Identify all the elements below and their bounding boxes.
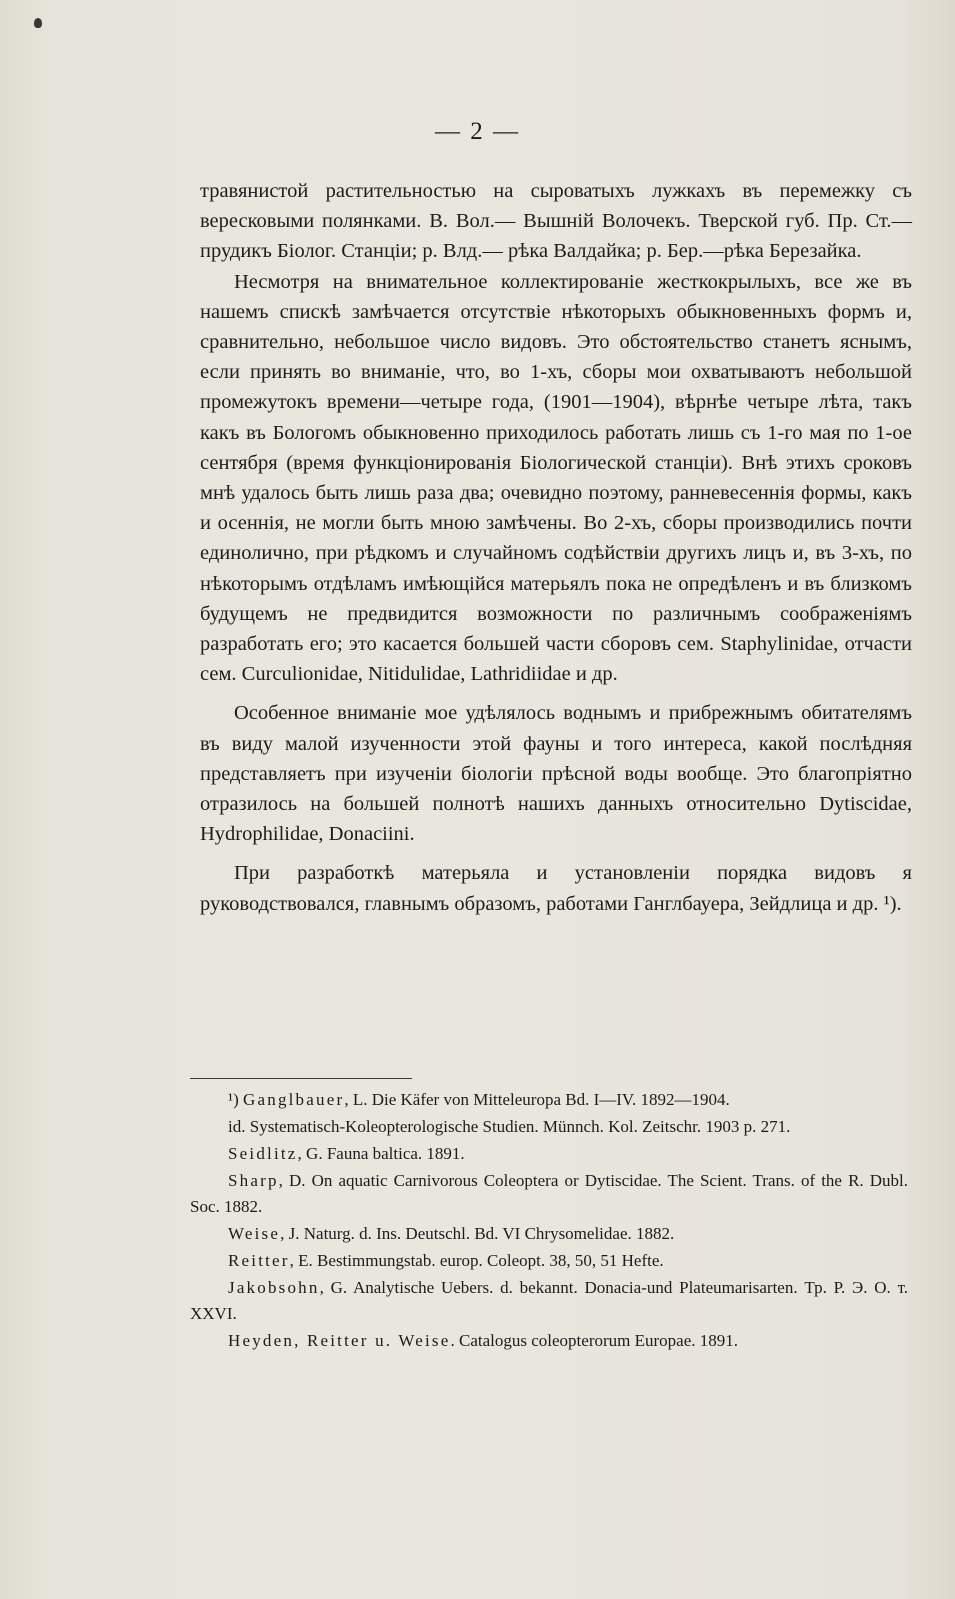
paragraph-3: Особенное вниманiе мое удѣлялось воднымъ и прибрежнымъ обитателямъ въ виду малой изученности этой фауны и того интереса, какой послѣдняя представляетъ при изученiи бiологiи прѣсной воды вообще. Это благопрiятно отразилось на большей полнотѣ нашихъ данныхъ относительно Dytiscidae, Hydrophilidae, Donaciini. xyxy=(200,702,912,846)
footnote-entry xyxy=(190,1087,908,1113)
paragraph-4: При разработкѣ матерьяла и установленiи порядка видовъ я руководствовался, главнымъ образомъ, работами Ганглбауера, Зейдлица и др. ¹). xyxy=(200,862,912,915)
footnote-entry xyxy=(190,1275,908,1327)
paragraph-2: Несмотря на внимательное коллектированiе жесткокрылыхъ, все же въ нашемъ спискѣ замѣчается отсутствiе нѣкоторыхъ обыкновенныхъ формъ и, сравнительно, небольшое число видовъ. Это обстоятельство станетъ яснымъ, если принять во вниманiе, что, во 1-хъ, сборы мои охватываютъ небольшой промежутокъ времени—четыре года, (1901—1904), вѣрнѣе четыре лѣта, такъ какъ въ Бологомъ обыкновенно приходилось работать лишь съ 1-го мая по 1-ое сентября (время функцiонированiя Бiологической станцiи). Внѣ этихъ сроковъ мнѣ удалось быть лишь раза два; очевидно поэтому, ранневесеннiя формы, какъ и осеннiя, не могли быть мною замѣчены. Во 2-хъ, сборы производились почти единолично, при рѣдкомъ и случайномъ содѣйствiи другихъ лицъ и, въ 3-хъ, по нѣкоторымъ отдѣламъ имѣющiйся матерьялъ пока не опредѣленъ и въ близкомъ будущемъ не предвидится возможности по различнымъ соображенiямъ разработать его; это касается большей части сборовъ сем. Staphylinidae, отчасти сем. Curculionidae, Nitidulidae, Lathridiidae и др. xyxy=(200,270,912,686)
footnote-text: , D. On aquatic Carnivorous Coleoptera or Dytiscidae. The Scient. Trans. of the R. Dubl. Soc. 1882. xyxy=(190,1171,908,1216)
footnote-text: , E. Bestimmungstab. europ. Coleopt. 38, 50, 51 Hefte. xyxy=(289,1251,664,1270)
footnote-text: . Catalogus coleopterorum Europae. 1891. xyxy=(450,1331,739,1350)
footnote-entry xyxy=(190,1221,908,1247)
footnote-text: , G. Fauna baltica. 1891. xyxy=(297,1144,465,1163)
footnote-mark: ¹) xyxy=(228,1090,239,1109)
footnote-author: Ganglbauer xyxy=(243,1090,345,1109)
footnote-divider xyxy=(190,1078,412,1079)
footnotes xyxy=(190,1087,908,1355)
footnote-entry xyxy=(190,1328,908,1354)
footnote-entry xyxy=(190,1168,908,1220)
footnote-entry xyxy=(190,1114,908,1140)
footnote-text: , L. Die Käfer von Mitteleuropa Bd. I—IV. 1892—1904. xyxy=(344,1090,730,1109)
footnote-text: , J. Naturg. d. Ins. Deutschl. Bd. VI Chrysomelidae. 1882. xyxy=(280,1224,675,1243)
ink-mark xyxy=(34,18,42,28)
footnote-author: Seidlitz xyxy=(228,1144,298,1163)
footnote-author: Heyden, Reitter u. Weise xyxy=(228,1331,451,1350)
paragraph-1: травянистой растительностью на сыроватыхъ лужкахъ въ перемежку съ вересковыми полянками. В. Вол.— Вышнiй Волочекъ. Тверской губ. Пр. Ст.— прудикъ Бiолог. Станцiи; р. Влд.— рѣка Валдайка; р. Бер.—рѣка Березайка. xyxy=(200,180,912,263)
page-number: — 2 — xyxy=(435,118,520,145)
footnote-author: Weise xyxy=(228,1224,281,1243)
footnote-author: Sharp xyxy=(228,1171,279,1190)
footnote-author: Reitter xyxy=(228,1251,290,1270)
footnote-author: id. xyxy=(228,1117,246,1136)
main-text xyxy=(200,176,912,919)
footnote-entry xyxy=(190,1248,908,1274)
footnote-text: Systematisch-Koleopterologische Studien. Münnch. Kol. Zeitschr. 1903 p. 271. xyxy=(245,1117,791,1136)
footnote-text: , G. Analytische Uebers. d. bekannt. Donacia-und Plateumarisarten. Тр. Р. Э. О. т. XXVI. xyxy=(190,1278,908,1323)
footnote-entry xyxy=(190,1141,908,1167)
footnote-author: Jakobsohn xyxy=(228,1278,320,1297)
